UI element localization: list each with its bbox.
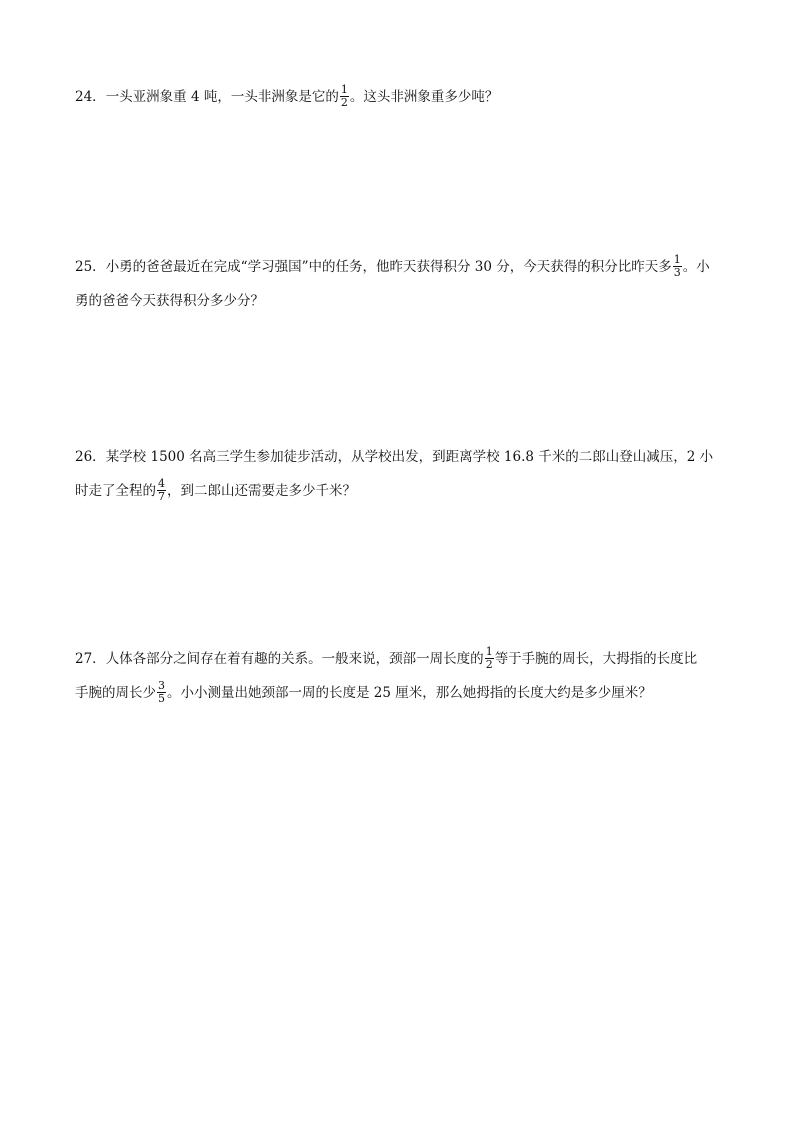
- fraction: [157, 478, 166, 503]
- fraction-denominator: 7: [158, 490, 165, 503]
- fraction-numerator: 1: [673, 253, 681, 266]
- question-text: 。小小测量出她颈部一周的长度是 25 厘米，那么她拇指的长度大约是多少厘米？: [167, 685, 652, 701]
- question-number: 27．: [75, 651, 106, 667]
- question-text: 时走了全程的: [75, 483, 156, 499]
- question-25: [75, 250, 743, 318]
- fraction-denominator: 5: [158, 692, 165, 705]
- fraction: [340, 84, 349, 109]
- question-26-line-1: [75, 440, 743, 474]
- fraction-denominator: 2: [340, 96, 348, 109]
- fraction-numerator: 3: [158, 679, 165, 692]
- question-number: 26．: [75, 449, 106, 465]
- fraction-denominator: 2: [485, 658, 493, 671]
- question-text: 勇的爸爸今天获得积分多少分？: [75, 293, 264, 309]
- fraction: [157, 680, 166, 705]
- question-text: 小勇的爸爸最近在完成“学习强国”中的任务，他昨天获得积分 30 分，今天获得的积分比昨天多: [105, 259, 672, 275]
- question-27-line-2: [75, 676, 743, 710]
- question-25-line-2: [75, 284, 743, 318]
- question-text: 人体各部分之间存在着有趣的关系。一般来说，颈部一周长度的: [105, 651, 484, 667]
- question-24: [75, 80, 743, 114]
- fraction-numerator: 1: [485, 645, 493, 658]
- question-24-line-1: [75, 80, 743, 114]
- fraction: [673, 254, 682, 279]
- question-text: 。小: [682, 259, 710, 275]
- question-text: ，到二郎山还需要走多少千米？: [167, 483, 356, 499]
- question-text: 某学校 1500 名高三学生参加徒步活动，从学校出发，到距离学校 16.8 千米的二郎山登山减压，2 小: [105, 449, 714, 465]
- question-text: 等于手腕的周长，大拇指的长度比: [494, 651, 698, 667]
- fraction-denominator: 3: [673, 266, 681, 279]
- question-text: 。这头非洲象重多少吨？: [349, 89, 499, 105]
- question-27-line-1: [75, 642, 743, 676]
- fraction-numerator: 1: [340, 83, 348, 96]
- question-number: 24．: [75, 89, 106, 105]
- question-text: 一头亚洲象重 4 吨，一头非洲象是它的: [105, 89, 339, 105]
- question-27: [75, 642, 743, 710]
- question-25-line-1: [75, 250, 743, 284]
- question-26: [75, 440, 743, 508]
- question-text: 手腕的周长少: [75, 685, 156, 701]
- question-number: 25．: [75, 259, 106, 275]
- fraction-numerator: 4: [158, 477, 165, 490]
- question-26-line-2: [75, 474, 743, 508]
- fraction: [485, 646, 494, 671]
